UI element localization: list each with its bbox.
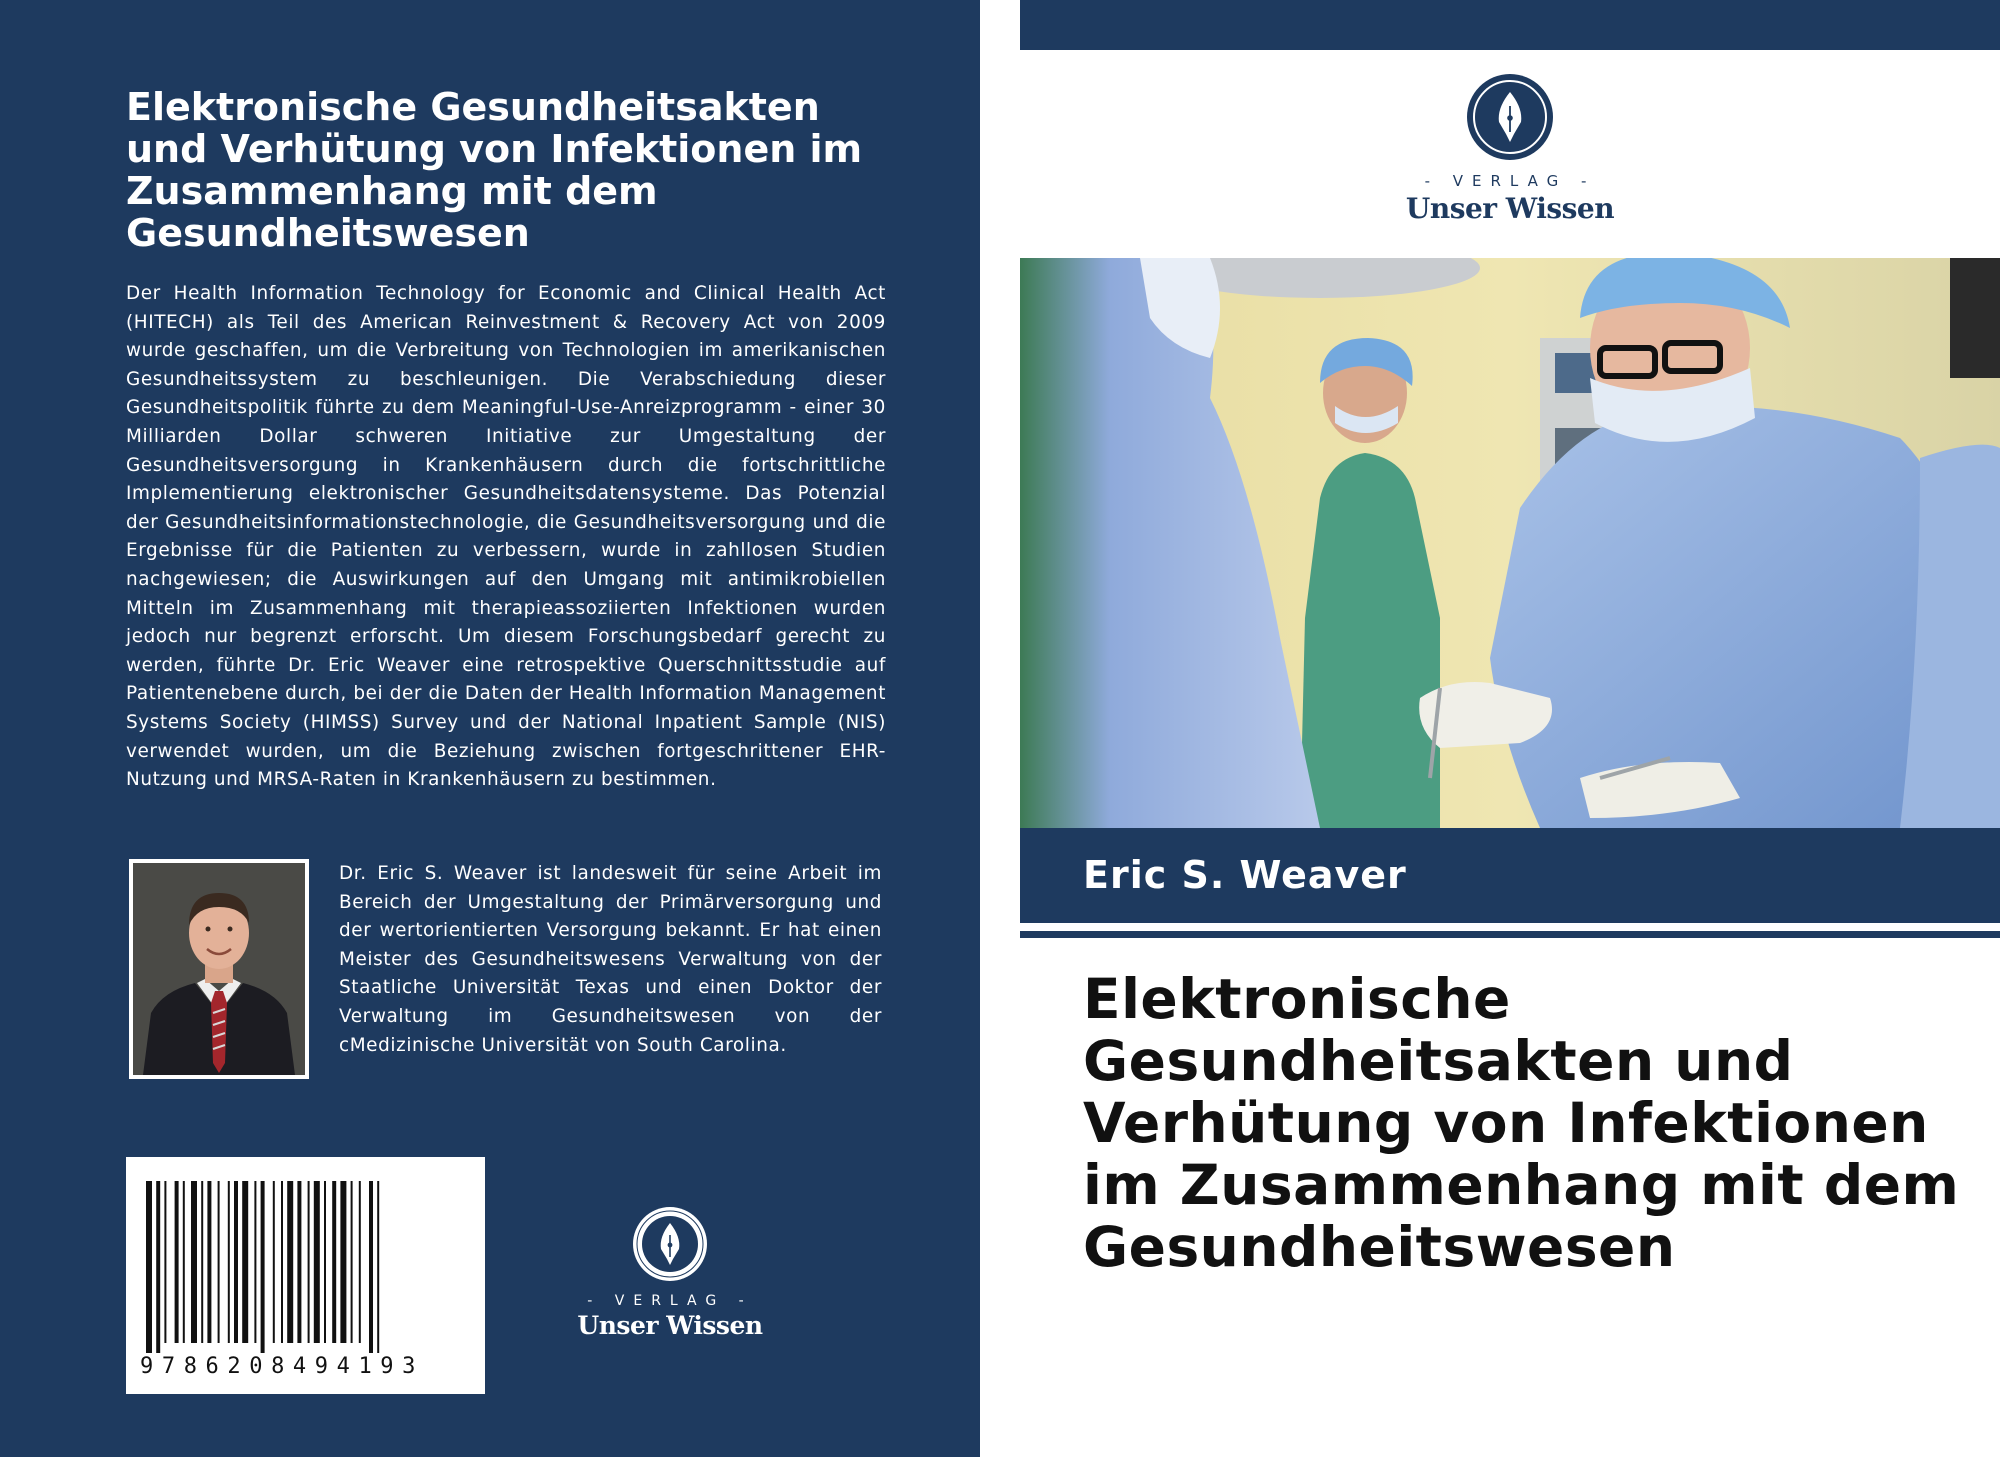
divider-rule (1020, 931, 2000, 938)
barcode-bars (146, 1181, 466, 1353)
author-name: Eric S. Weaver (1083, 853, 1407, 897)
back-cover-title: Elektronische Gesundheitsakten und Verhütung von Infektionen im Zusammenhang mit dem Gesundheitswesen (126, 85, 863, 255)
barcode-bar (377, 1181, 379, 1353)
isbn-number: 9786208494193 (140, 1354, 424, 1379)
back-cover (0, 0, 980, 1457)
barcode-bar (324, 1181, 326, 1343)
back-logo-verlag: - VERLAG - (587, 1293, 753, 1309)
barcode-bar (201, 1181, 203, 1343)
barcode-bar (308, 1181, 310, 1343)
barcode-bar (175, 1181, 179, 1343)
front-logo-verlag: - VERLAG - (1424, 172, 1596, 190)
barcode-bar (273, 1181, 275, 1343)
front-cover (1020, 0, 2000, 1457)
barcode-bar (281, 1181, 283, 1343)
fountain-pen-nib-logo-icon (1465, 72, 1555, 162)
barcode-bar (261, 1181, 265, 1353)
fountain-pen-nib-logo-icon (631, 1205, 709, 1283)
barcode-bar (146, 1181, 152, 1353)
barcode-bar (340, 1181, 346, 1343)
barcode-bar (287, 1181, 293, 1343)
barcode-bar (164, 1181, 166, 1343)
barcode-bar (314, 1181, 320, 1343)
barcode-bar (332, 1181, 336, 1343)
barcode-bar (234, 1181, 238, 1343)
author-bio: Dr. Eric S. Weaver ist landesweit für seine Arbeit im Bereich der Umgestaltung der Primärversorgung und der wertorientierten Versorgung bekannt. Er hat einen Meister des Gesundheitswesens Verwaltung von der Staatliche Universität Texas und einen Doktor der Verwaltung im Gesundheitswesen von der cMedizinische Universität von South Carolina. (339, 863, 882, 1056)
author-band (1020, 828, 2000, 923)
barcode-bar (156, 1181, 160, 1353)
barcode-bar (359, 1181, 361, 1343)
barcode-bar (369, 1181, 373, 1353)
barcode-bar (191, 1181, 197, 1343)
back-logo-name: Unser Wissen (577, 1311, 763, 1340)
isbn-barcode (126, 1157, 485, 1394)
barcode-bar (254, 1181, 256, 1343)
front-logo-name: Unser Wissen (1405, 192, 1615, 225)
barcode-bar (351, 1181, 353, 1343)
barcode-bar (242, 1181, 248, 1343)
barcode-bar (207, 1181, 211, 1343)
surgery-photo (1020, 258, 2000, 828)
barcode-bar (218, 1181, 220, 1343)
back-publisher-logo (560, 1205, 780, 1340)
front-cover-title: Elektronische Gesundheitsakten und Verhütung von Infektionen im Zusammenhang mit dem Gesundheitswesen (1083, 967, 1960, 1279)
barcode-bar (228, 1181, 230, 1343)
barcode-bar (183, 1181, 185, 1343)
back-cover-blurb: Der Health Information Technology for Economic and Clinical Health Act (HITECH) als Teil des American Reinvestment & Recovery Act von 2009 wurde geschaffen, um die Verbreitung von Technologien im amerikanischen Gesundheitssystem zu beschleunigen. Die Verabschiedung dieser Gesundheitspolitik führte zu dem Meaningful-Use-Anreizprogramm - einer 30 Milliarden Dollar schweren Initiative zur Umgestaltung der Gesundheitsversorgung in Krankenhäusern durch die fortschrittliche Implementierung elektronischer Gesundheitsdatensysteme. Das Potenzial der Gesundheitsinformationstechnologie, die Gesundheitsversorgung und die Ergebnisse für die Patienten zu verbessern, wurde in zahllosen Studien nachgewiesen; die Auswirkungen auf den Umgang mit antimikrobiellen Mitteln im Zusammenhang mit therapieassoziierten Infektionen wurden jedoch nur begrenzt erforscht. Um diesem Forschungsbedarf gerecht zu werden, führte Dr. Eric Weaver eine retrospektive Querschnittsstudie auf Patientenebene durch, bei der die Daten der Health Information Management Systems Society (HIMSS) Survey und der National Inpatient Sample (NIS) verwendet wurden, um die Beziehung zwischen fortgeschrittener EHR-Nutzung und MRSA-Raten in Krankenhäusern zu bestimmen. (126, 283, 886, 791)
front-top-bar (1020, 0, 2000, 50)
barcode-bar (297, 1181, 301, 1343)
author-photo (129, 859, 309, 1079)
front-publisher-logo (1385, 72, 1635, 225)
